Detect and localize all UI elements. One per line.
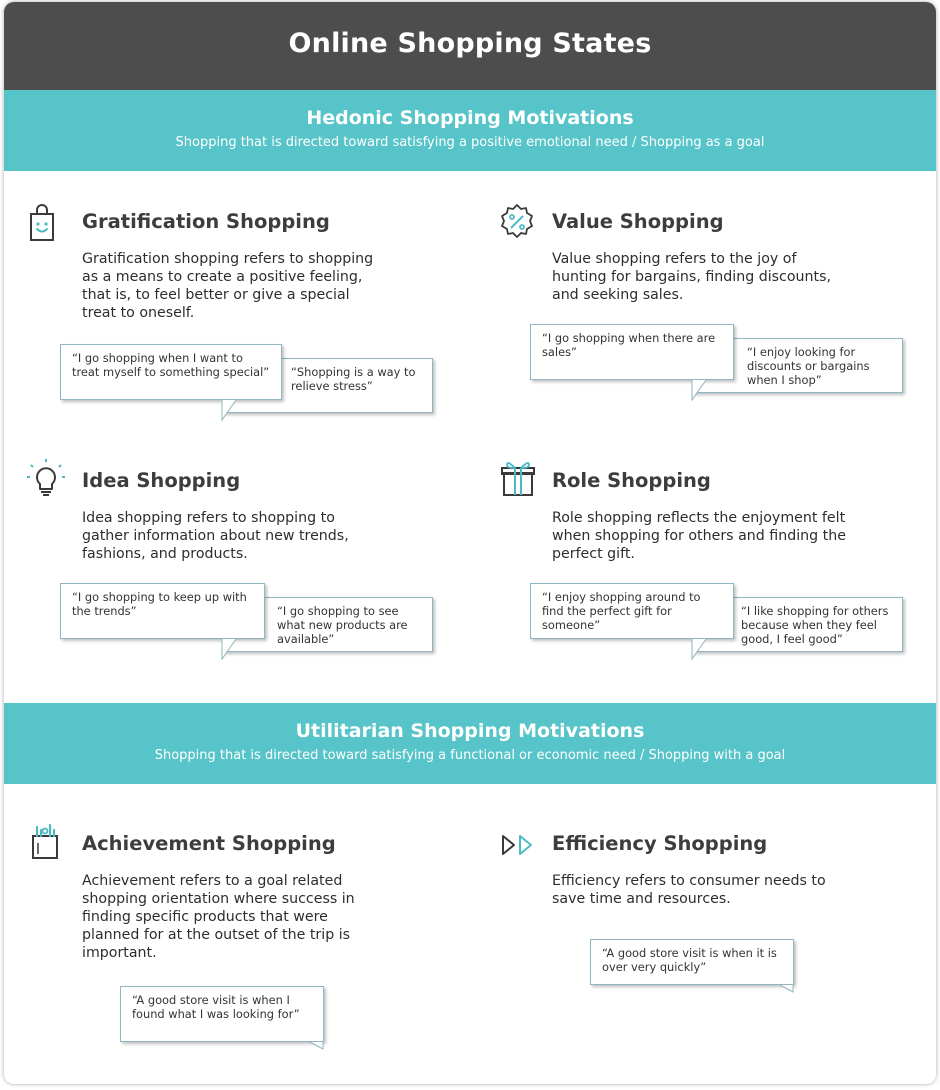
fast-forward-icon [500, 830, 540, 860]
quote-text: “I like shopping for others because when they feel good, I feel good” [741, 604, 889, 646]
quote-text: “A good store visit is when it is over very quickly” [602, 946, 777, 974]
utilitarian-subheading: Shopping that is directed toward satisfying a functional or economic need / Shopping with a goal [154, 748, 786, 763]
section-title: Idea Shopping [82, 469, 241, 492]
quote-text: “A good store visit is when I found what I was looking for” [132, 993, 300, 1021]
lightbulb-icon [26, 458, 66, 498]
quote-text: “I go shopping when there are sales” [542, 331, 716, 359]
quote-text: “I go shopping to see what new products are available” [277, 604, 408, 646]
quote-text: “I go shopping when I want to treat myself to something special” [72, 351, 270, 379]
section-body: Value shopping refers to the joy of hunting for bargains, finding discounts, and seeking sales. [552, 251, 831, 303]
title-bar [4, 2, 936, 90]
section-title: Gratification Shopping [82, 210, 330, 233]
quote-text: “I enjoy shopping around to find the perfect gift for someone” [542, 590, 701, 632]
quote-text: “I go shopping to keep up with the trends” [72, 590, 247, 618]
section-title: Role Shopping [552, 469, 711, 492]
hedonic-subheading: Shopping that is directed toward satisfying a positive emotional need / Shopping as a goal [175, 135, 765, 150]
quote-bubble [530, 324, 734, 380]
quote-text: “I enjoy looking for discounts or bargains when I shop” [747, 345, 870, 387]
section-title: Efficiency Shopping [552, 832, 768, 855]
hedonic-heading: Hedonic Shopping Motivations [306, 107, 634, 129]
quote-bubble [120, 986, 324, 1042]
infographic-card [4, 2, 936, 1084]
quote-bubble [60, 344, 282, 400]
hedonic-band [4, 90, 936, 171]
grocery-bag-icon [26, 822, 66, 862]
quote-bubble [530, 583, 734, 639]
section-body: Gratification shopping refers to shopping as a means to create a positive feeling, that is, to feel better or give a special treat to oneself. [82, 251, 374, 321]
quote-bubble [60, 583, 265, 639]
quote-text: “Shopping is a way to relieve stress” [291, 365, 416, 393]
gift-icon [498, 458, 538, 498]
section-body: Idea shopping refers to shopping to gather information about new trends, fashions, and products. [82, 510, 349, 562]
quote-bubble [590, 939, 794, 985]
section-body: Achievement refers to a goal related shopping orientation where success in finding specific products that were planned for at the outset of the trip is important. [82, 873, 355, 961]
section-body: Efficiency refers to consumer needs to save time and resources. [552, 873, 826, 907]
percent-badge-icon [497, 202, 537, 242]
utilitarian-heading: Utilitarian Shopping Motivations [295, 720, 645, 742]
shopping-bag-smile-icon [24, 202, 64, 242]
section-title: Achievement Shopping [82, 832, 336, 855]
section-body: Role shopping reflects the enjoyment felt when shopping for others and finding the perfect gift. [552, 510, 846, 562]
utilitarian-band [4, 703, 936, 784]
page-title: Online Shopping States [288, 28, 652, 59]
section-title: Value Shopping [552, 210, 724, 233]
